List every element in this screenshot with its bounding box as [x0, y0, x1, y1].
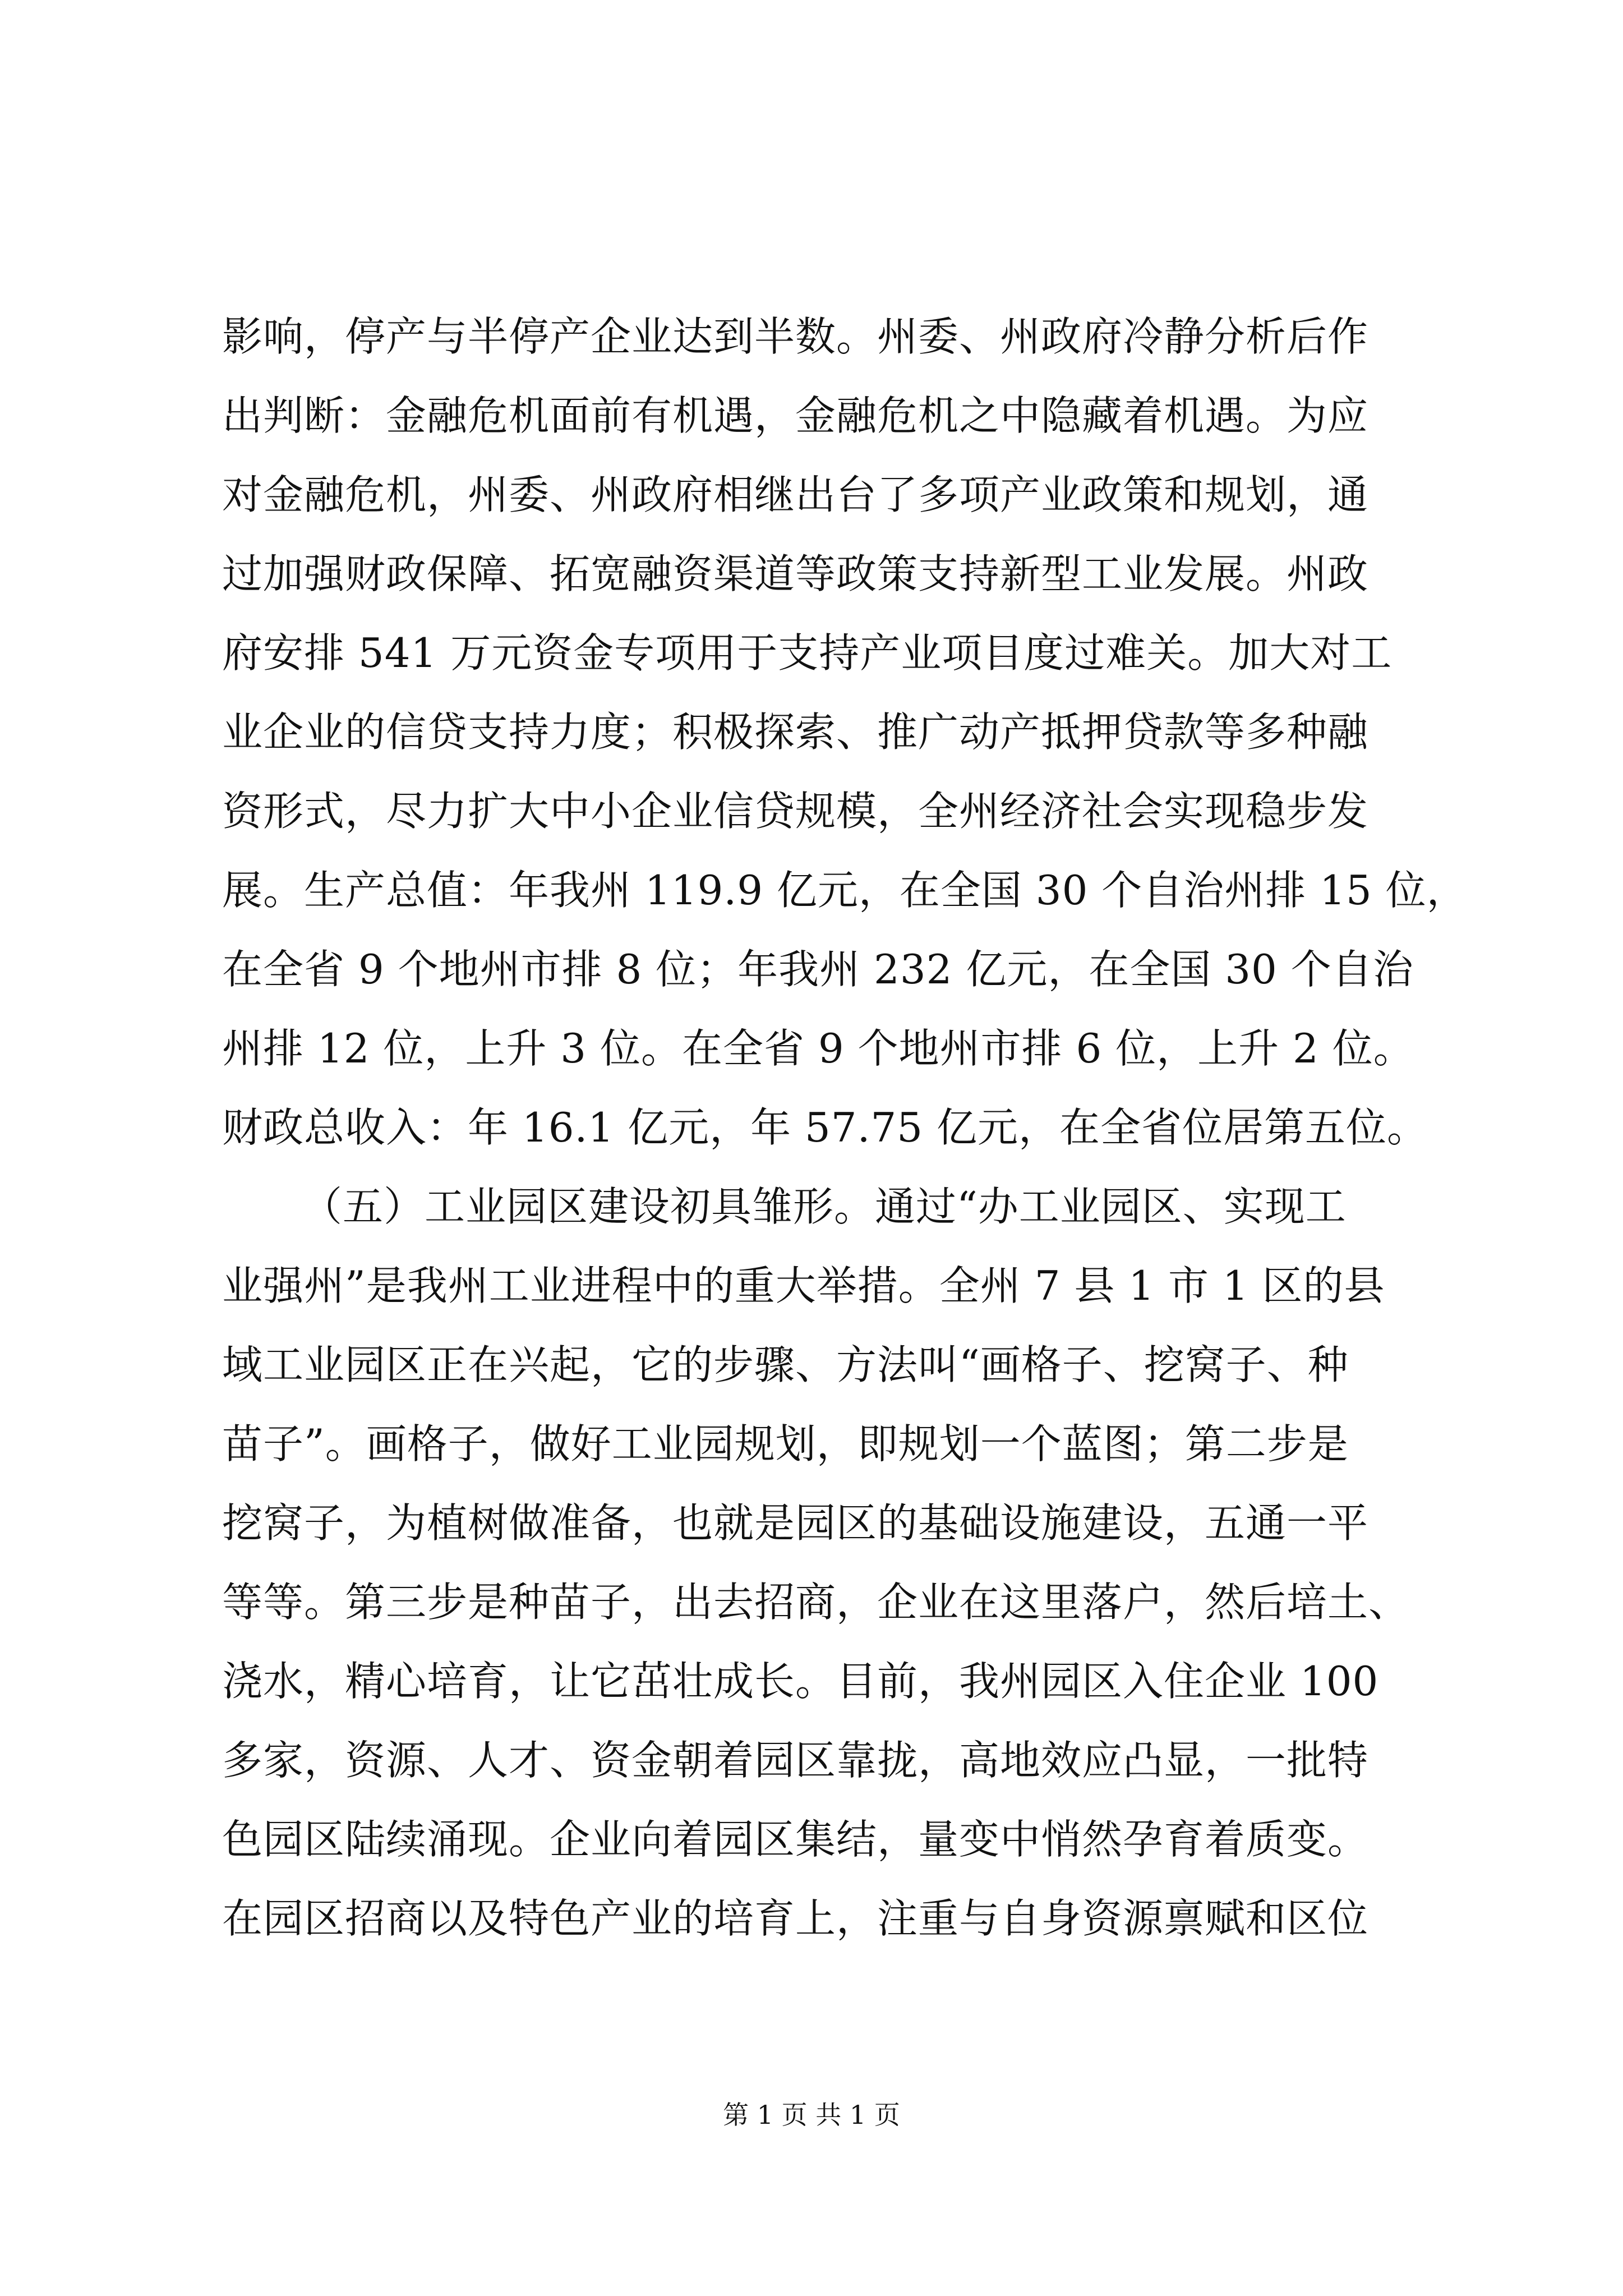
text-line: 府安排 541 万元资金专项用于支持产业项目度过难关。加大对工	[222, 629, 1393, 677]
text-line: 对金融危机，州委、州政府相继出台了多项产业政策和规划，通	[222, 471, 1369, 518]
section-heading-line: （五）工业园区建设初具雏形。通过“办工业园区、实现工	[302, 1183, 1347, 1230]
text-line: 业企业的信贷支持力度；积极探索、推广动产抵押贷款等多种融	[222, 708, 1369, 756]
paragraph-2	[222, 1167, 1410, 1958]
paragraph-1	[222, 297, 1468, 1167]
body-text	[222, 297, 1468, 1958]
text-line: 资形式，尽力扩大中小企业信贷规模，全州经济社会实现稳步发	[222, 788, 1369, 835]
text-line: 等等。第三步是种苗子，出去招商，企业在这里落户，然后培土、	[222, 1579, 1410, 1626]
text-line: 影响，停产与半停产企业达到半数。州委、州政府冷静分析后作	[222, 313, 1369, 360]
text-line: 财政总收入：年 16.1 亿元，年 57.75 亿元，在全省位居第五位。	[222, 1104, 1428, 1151]
page-number-label: 第 1 页 共 1 页	[723, 2100, 900, 2130]
text-line: 挖窝子，为植树做准备，也就是园区的基础设施建设，五通一平	[222, 1499, 1369, 1547]
text-line: 浇水，精心培育，让它茁壮成长。目前，我州园区入住企业 100	[222, 1658, 1379, 1705]
text-line: 域工业园区正在兴起，它的步骤、方法叫“画格子、挖窝子、种	[222, 1341, 1349, 1388]
text-line: 展。生产总值：年我州 119.9 亿元，在全国 30 个自治州排 15 位，	[222, 867, 1468, 914]
text-line: 在园区招商以及特色产业的培育上，注重与自身资源禀赋和区位	[222, 1895, 1369, 1942]
text-line: 过加强财政保障、拓宽融资渠道等政策支持新型工业发展。州政	[222, 550, 1369, 597]
text-line: 多家，资源、人才、资金朝着园区靠拢，高地效应凸显，一批特	[222, 1737, 1369, 1784]
text-line: 色园区陆续涌现。企业向着园区集结，量变中悄然孕育着质变。	[222, 1816, 1369, 1863]
text-line: 业强州”是我州工业进程中的重大举措。全州 7 县 1 市 1 区的县	[222, 1262, 1385, 1309]
text-line: 出判断：金融危机面前有机遇，金融危机之中隐藏着机遇。为应	[222, 392, 1369, 439]
text-line: 州排 12 位，上升 3 位。在全省 9 个地州市排 6 位，上升 2 位。	[222, 1025, 1414, 1072]
text-line: 在全省 9 个地州市排 8 位；年我州 232 亿元，在全国 30 个自治	[222, 946, 1414, 993]
page-footer	[0, 2098, 1623, 2132]
text-line: 苗子”。画格子，做好工业园规划，即规划一个蓝图；第二步是	[222, 1420, 1349, 1467]
